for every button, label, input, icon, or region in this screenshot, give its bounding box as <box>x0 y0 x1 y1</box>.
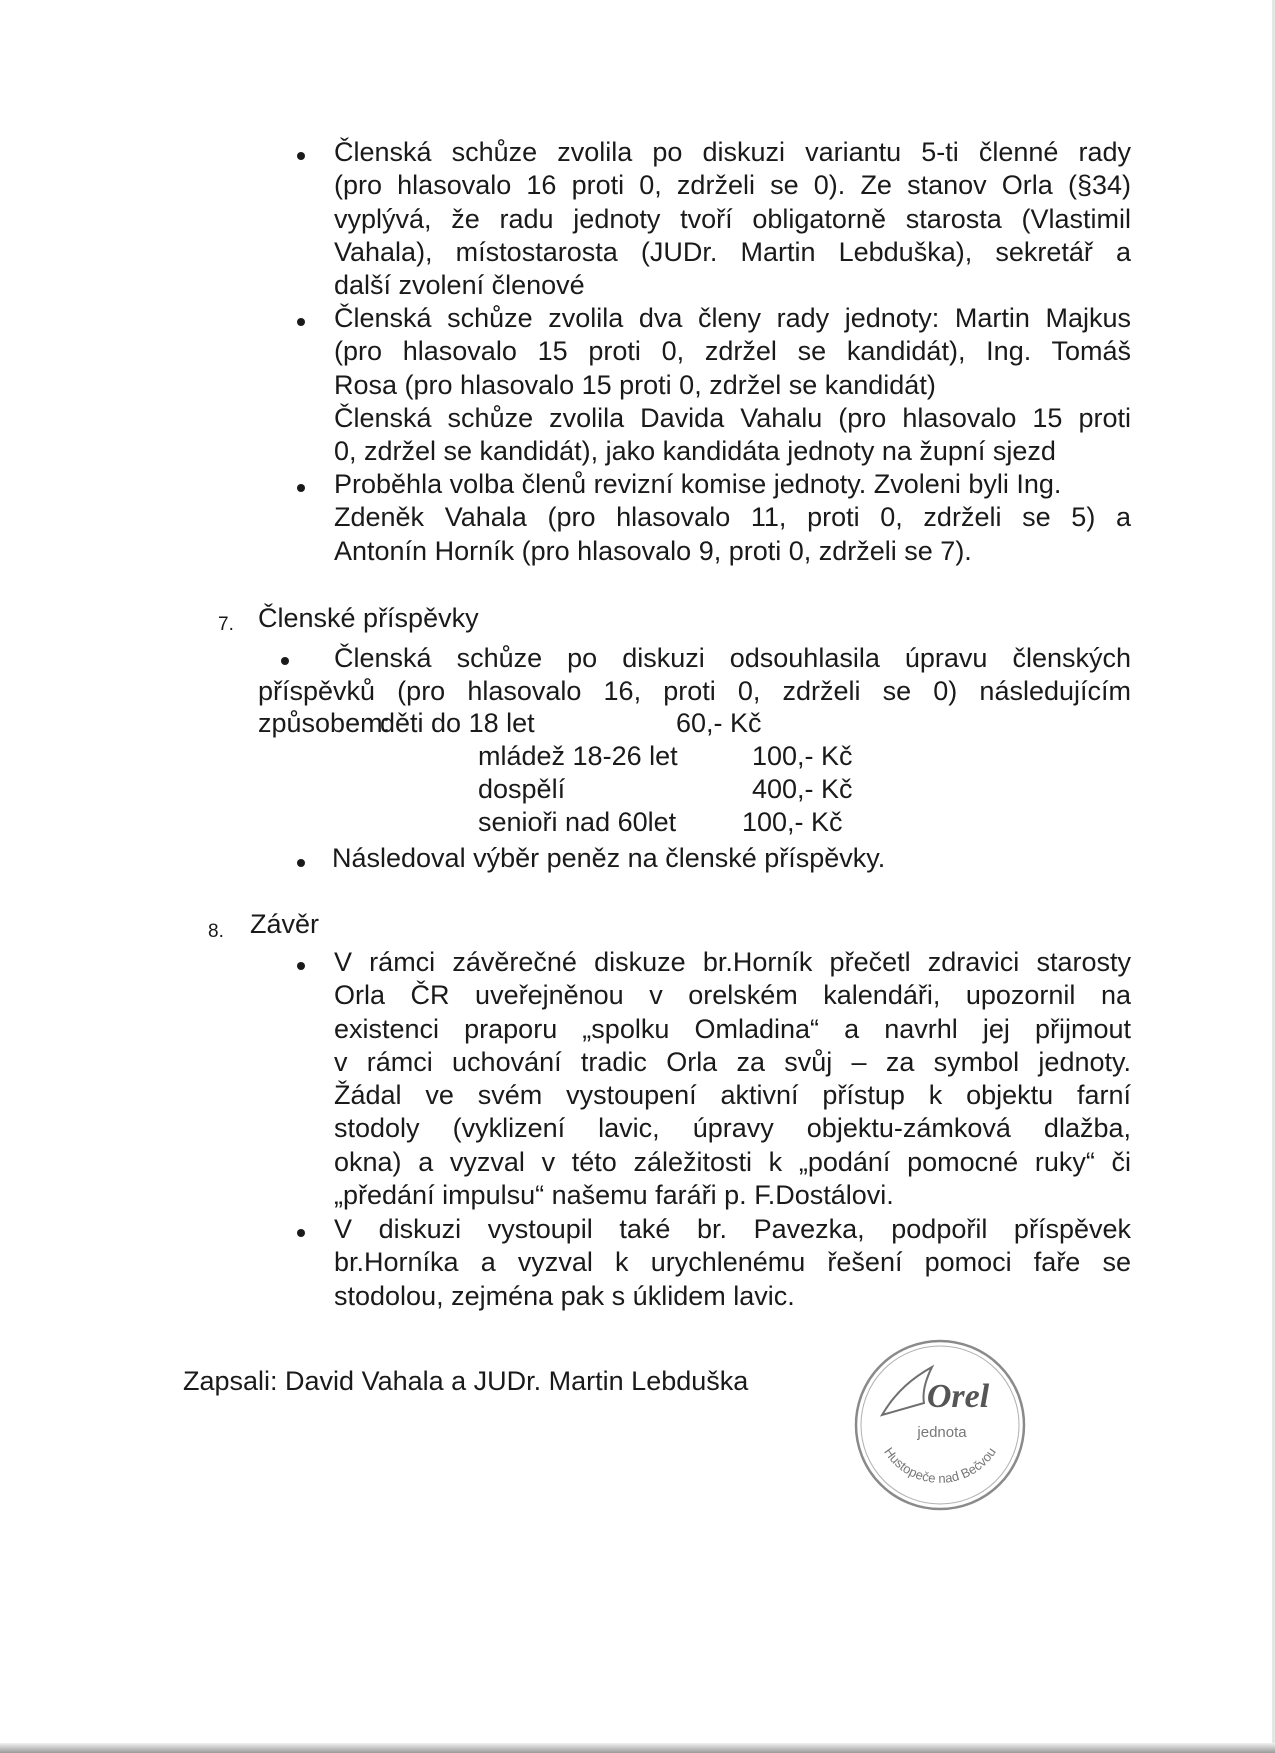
scan-edge <box>0 1743 1275 1753</box>
text-line: br.Horníka a vyzval k urychlenému řešení pomoci faře se <box>334 1247 1131 1278</box>
bullet-item <box>334 1213 1131 1313</box>
stamp-ring-textpath: Hustopeče nad Bečvou <box>881 1444 999 1486</box>
fee-category: děti do 18 let <box>380 708 535 738</box>
text-line: Členská schůze zvolila dva členy rady jednoty: Martin Majkus <box>334 303 1131 333</box>
bullet-item <box>334 468 1131 568</box>
fees-followup: Následoval výběr peněz na členské příspěvky. <box>332 843 886 873</box>
text-line: okna) a vyzval v této záležitosti k „podání pomocné ruky“ či <box>334 1146 1131 1177</box>
section-title: Závěr <box>250 909 320 939</box>
text-line: Členská schůze po diskuzi odsouhlasila úpravu členských <box>334 643 1131 673</box>
fees-intro <box>258 642 1131 709</box>
bullet-dot <box>297 962 305 970</box>
recorded-by: Zapsali: David Vahala a JUDr. Martin Lebduška <box>183 1366 749 1396</box>
fee-category: mládež 18-26 let <box>478 741 678 771</box>
bullet-dot <box>297 484 305 492</box>
text-line: „předání impulsu“ našemu faráři p. F.Dostálovi. <box>334 1180 894 1211</box>
fee-amount: 100,- Kč <box>742 807 843 837</box>
bullet-dot <box>297 859 305 867</box>
fee-amount: 100,- Kč <box>752 741 853 771</box>
fee-amount: 60,- Kč <box>676 708 762 738</box>
bullet-item <box>334 302 1131 468</box>
text-line: Žádal ve svém vystoupení aktivní přístup k objektu farní <box>334 1080 1131 1111</box>
stamp-brand: Orel <box>926 1378 990 1415</box>
bullet-dot <box>297 152 305 160</box>
stamp-line1: jednota <box>917 1424 967 1441</box>
stamp-ring-text <box>881 1444 999 1485</box>
text-line: v rámci uchování tradic Orla za svůj – za symbol jednoty. <box>334 1046 1131 1077</box>
fee-amount: 400,- Kč <box>752 774 853 804</box>
text-line: příspěvků (pro hlasovalo 16, proti 0, zdrželi se 0) následujícím <box>258 676 1131 707</box>
bullet-item <box>334 946 1131 1212</box>
text-line: stodolou, zejména pak s úklidem lavic. <box>334 1280 795 1311</box>
text-line: existenci praporu „spolku Omladina“ a navrhl jej přijmout <box>334 1013 1131 1044</box>
text-line: stodoly (vyklizení lavic, úpravy objektu-zámková dlažba, <box>334 1113 1131 1144</box>
text-line: Proběhla volba členů revizní komise jednoty. Zvoleni byli Ing. <box>334 469 1062 499</box>
fee-category: dospělí <box>478 774 566 804</box>
text-line: (pro hlasovalo 15 proti 0, zdržel se kandidát), Ing. Tomáš <box>334 336 1131 367</box>
text-line: další zvolení členové <box>334 270 585 301</box>
text-line: V rámci závěrečné diskuze br.Horník přečetl zdravici starosty <box>334 947 1131 977</box>
text-line: V diskuzi vystoupil také br. Pavezka, podpořil příspěvek <box>334 1214 1131 1244</box>
text-line: vyplývá, že radu jednoty tvoří obligatorně starosta (Vlastimil <box>334 203 1131 234</box>
text-line: 0, zdržel se kandidát), jako kandidáta jednoty na župní sjezd <box>334 436 1056 467</box>
bullet-dot <box>297 318 305 326</box>
text-line: Vahala), místostarosta (JUDr. Martin Lebduška), sekretář a <box>334 236 1131 267</box>
text-line: (pro hlasovalo 16 proti 0, zdrželi se 0). Ze stanov Orla (§34) <box>334 170 1131 201</box>
bullet-item <box>334 136 1131 302</box>
bullet-dot <box>297 1229 305 1237</box>
text-line: Antonín Horník (pro hlasovalo 9, proti 0, zdrželi se 7). <box>334 535 972 566</box>
text-line: Zdeněk Vahala (pro hlasovalo 11, proti 0, zdrželi se 5) a <box>334 502 1131 533</box>
section-number: 7. <box>218 614 234 635</box>
text-line: Členská schůze zvolila po diskuzi variantu 5-ti členné rady <box>334 137 1131 167</box>
section-title: Členské příspěvky <box>258 603 479 633</box>
section-number: 8. <box>208 921 224 942</box>
orel-stamp-icon <box>852 1337 1028 1513</box>
text-line: Rosa (pro hlasovalo 15 proti 0, zdržel se kandidát) <box>334 369 936 400</box>
fee-category: senioři nad 60let <box>478 807 677 837</box>
text-line: Členská schůze zvolila Davida Vahalu (pro hlasovalo 15 proti <box>334 402 1131 433</box>
text-line: Orla ČR uveřejněnou v orelském kalendáři, upozornil na <box>334 980 1131 1011</box>
fees-intro-prefix: způsobem: <box>258 708 391 738</box>
